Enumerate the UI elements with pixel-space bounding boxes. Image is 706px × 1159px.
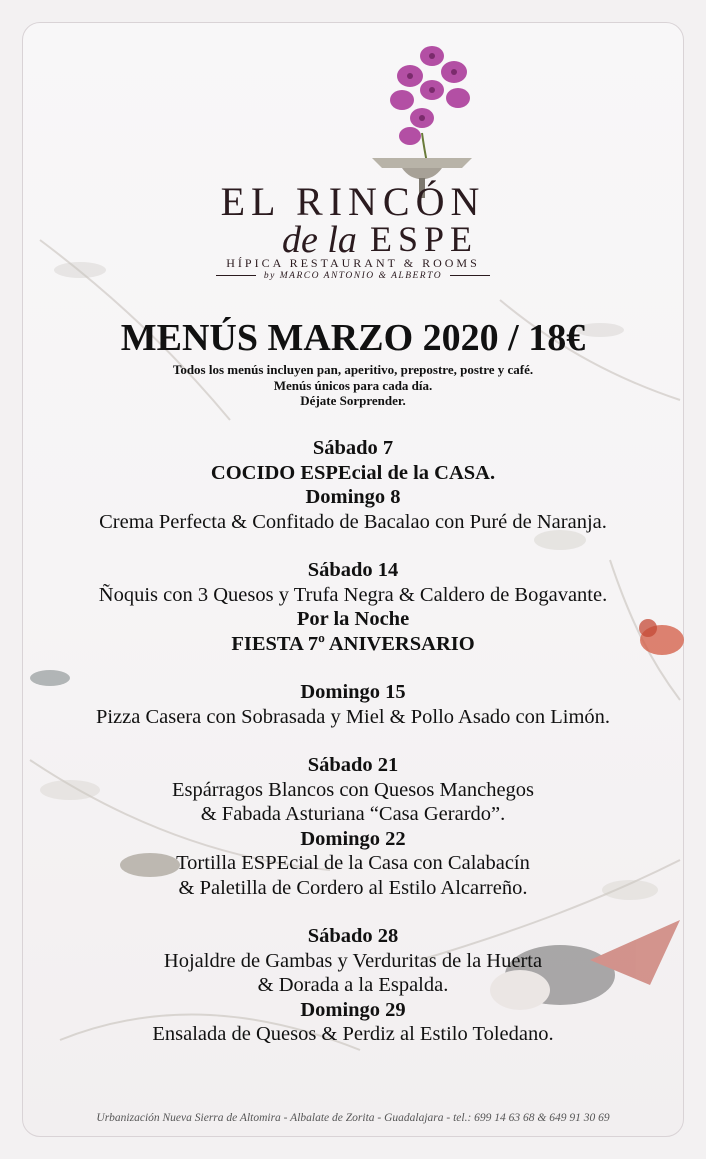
menu-dish: Crema Perfecta & Confitado de Bacalao con Puré de Naranja. bbox=[99, 510, 607, 533]
menu-dish: & Paletilla de Cordero al Estilo Alcarreño. bbox=[178, 876, 528, 899]
menu-day: Domingo 8 bbox=[305, 486, 401, 508]
intro-line: Déjate Sorprender. bbox=[300, 393, 406, 408]
logo bbox=[0, 38, 706, 288]
menu-day: Sábado 21 bbox=[307, 754, 399, 776]
spacer bbox=[0, 900, 706, 924]
spacer bbox=[0, 656, 706, 680]
brand-by-line bbox=[0, 271, 706, 281]
menu-dish: Espárragos Blancos con Quesos Manchegos bbox=[171, 778, 535, 801]
intro-line: Menús únicos para cada día. bbox=[273, 377, 433, 393]
divider bbox=[450, 275, 490, 276]
menu-dish: Hojaldre de Gambas y Verduritas de la Huerta bbox=[163, 949, 543, 972]
menu-dish: COCIDO ESPEcial de la CASA. bbox=[210, 461, 496, 484]
brand-subtitle: HÍPICA RESTAURANT & ROOMS bbox=[226, 256, 480, 270]
intro-text bbox=[0, 362, 706, 409]
menu-day: Sábado 14 bbox=[307, 559, 399, 581]
brand-script: de la bbox=[282, 219, 357, 261]
footer-address: Urbanización Nueva Sierra de Altomira - Albalate de Zorita - Guadalajara - tel.: 699 14 63 68 & 649 91 30 69 bbox=[96, 1112, 610, 1124]
menu-day: Domingo 22 bbox=[300, 827, 406, 850]
menu-dish: & Fabada Asturiana “Casa Gerardo”. bbox=[200, 803, 506, 825]
menu-dish: Ensalada de Quesos & Perdiz al Estilo Toledano. bbox=[152, 1023, 554, 1045]
menu-dish: Tortilla ESPEcial de la Casa con Calabacín bbox=[176, 852, 530, 874]
menu-dish: & Dorada a la Espalda. bbox=[257, 974, 449, 996]
menu-day: Domingo 15 bbox=[300, 681, 406, 703]
brand-by-text: by MARCO ANTONIO & ALBERTO bbox=[263, 271, 443, 281]
divider bbox=[216, 275, 256, 276]
menu-event-label: Por la Noche bbox=[296, 608, 410, 630]
menu-event: FIESTA 7º ANIVERSARIO bbox=[231, 632, 475, 655]
menu-day: Sábado 7 bbox=[312, 437, 394, 459]
menu-day: Domingo 29 bbox=[300, 998, 406, 1021]
brand-espe: ESPE bbox=[370, 219, 479, 259]
intro-line: Todos los menús incluyen pan, aperitivo, prepostre, postre y café. bbox=[172, 362, 534, 377]
spacer bbox=[0, 534, 706, 558]
menu-dish: Pizza Casera con Sobrasada y Miel & Pollo Asado con Limón. bbox=[95, 705, 611, 728]
spacer bbox=[0, 729, 706, 753]
menu-list bbox=[0, 436, 706, 1047]
menu-dish: Ñoquis con 3 Quesos y Trufa Negra & Caldero de Bogavante. bbox=[98, 583, 608, 606]
page-title: MENÚS MARZO 2020 / 18€ bbox=[120, 317, 586, 359]
menu-day: Sábado 28 bbox=[307, 925, 399, 947]
brand-name: EL RINCÓN bbox=[220, 179, 486, 224]
